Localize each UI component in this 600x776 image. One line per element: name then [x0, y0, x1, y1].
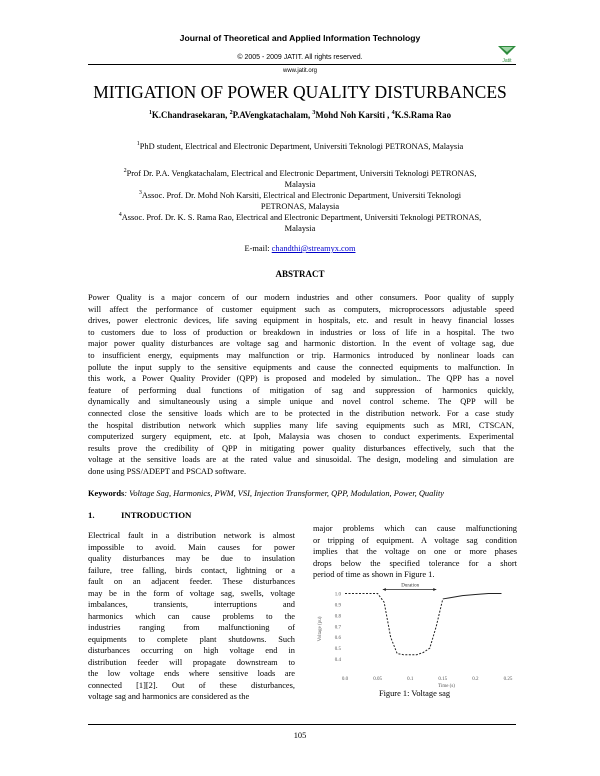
keywords-label: Keywords [88, 489, 125, 498]
intro-line: harmonics which can cause problems to the [88, 611, 295, 621]
y-tick-label: 0.9 [334, 603, 341, 609]
section-heading [88, 510, 191, 520]
intro-line: period of time as shown in Figure 1. [313, 570, 435, 579]
duration-annotation: Duration [401, 583, 420, 589]
figure-caption: Figure 1: Voltage sag [378, 689, 451, 698]
header-rule [88, 64, 516, 65]
abstract-line: results prove the credibility of QPP in mitigating power quality disturbances effectively, such that the [88, 443, 514, 453]
affiliation-line [0, 210, 600, 223]
abstract-line: feature of performing dual functions of mitigation of sag and suppression of harmonics quickly, [88, 385, 514, 395]
abstract-line: the hospital distribution network which supplies many life saving equipments such as MRI, CTSCAN, [88, 420, 514, 430]
duration-arrow-head-right [433, 588, 436, 591]
journal-website: www.jatit.org [282, 68, 317, 74]
intro-line: equipments to complete plant shutdowns. Such [88, 634, 295, 644]
series-line [443, 593, 502, 598]
intro-line: industries ranging from malfunctioning of [88, 623, 295, 632]
affiliation-sup: 1 [136, 141, 140, 147]
abstract-line: dynamically and simultaneously using a simple unique and novel control scheme. The QPP will be [88, 397, 514, 407]
email-line [0, 244, 600, 253]
intro-line: the low voltage ends where sensitive loads are [88, 669, 295, 678]
author-name: P.AVengkatachalam, [232, 110, 313, 120]
intro-line: impossible to avoid. Main causes for power [88, 542, 295, 552]
intro-line: failure, tree falling, birds contact, lightning or a [88, 565, 295, 575]
affiliation-2 [0, 166, 600, 190]
affiliation-text: Assoc. Prof. Dr. K. S. Rama Rao, Electrical and Electronic Department, Universiti Teknologi PETRONAS, [121, 212, 482, 222]
abstract-line: to customers due to loss of production or breakdown in industries or loss of life in a hospital. The two [88, 327, 514, 337]
y-tick-label: 0.7 [334, 625, 341, 631]
author-list [0, 110, 600, 120]
y-tick-label: 0.4 [334, 658, 341, 664]
duration-arrow-head-left [383, 588, 386, 591]
section-number: 1. [88, 510, 95, 520]
email-link[interactable]: chandthi@streamyx.com [271, 244, 356, 253]
y-axis-label: Voltage (pu) [318, 616, 323, 642]
footer-rule [88, 724, 516, 725]
affiliation-1 [0, 139, 600, 152]
y-tick-label: 1.0 [334, 592, 341, 598]
x-axis-label: Time (s) [438, 684, 455, 688]
affiliation-text: PhD student, Electrical and Electronic Department, Universiti Teknologi PETRONAS, Malaysia [139, 141, 464, 151]
affiliation-line: Malaysia [284, 223, 316, 233]
author-sup: 3 [312, 110, 316, 117]
affiliation-line: Malaysia [284, 179, 316, 189]
intro-line: may be in the form of voltage sag, swells, voltage [88, 588, 295, 598]
author-sup: 1 [148, 110, 152, 117]
author-sup: 2 [229, 110, 233, 117]
abstract-line: drives, power electronic devices, life saving equipment in hospitals, etc. and result in heavy financial losses [88, 316, 514, 326]
abstract-line: to insufficient energy, equipments may malfunction or trip. Harmonics introduced by nonlinear loads can [88, 350, 514, 360]
abstract-line: will affect the performance of customer equipment such as computers, microprocessors adjustable speed [88, 304, 514, 314]
y-tick-label: 0.5 [334, 647, 341, 653]
journal-title: Journal of Theoretical and Applied Information Technology [179, 33, 421, 43]
intro-line: connected [1][2]. Out of these disturbances, [88, 680, 295, 690]
intro-line: voltage sag and harmonics are considered as the [88, 692, 250, 701]
section-title: INTRODUCTION [121, 510, 192, 520]
logo-label: Jatit [502, 58, 512, 64]
affiliation-4 [0, 210, 600, 234]
intro-line: quality disturbances may be due to insulation [88, 554, 295, 563]
intro-right-column [313, 523, 517, 581]
abstract-line: voltage at the sensitive loads are at the rated value and sinusoidal. The design, modeling and simulation are [88, 455, 514, 465]
intro-left-column [88, 530, 295, 703]
intro-line: imbalances, transients, interruptions and [88, 600, 295, 609]
intro-line: disturbances occurring on high voltage end in [88, 646, 295, 655]
abstract-line: major power quality disturbances are voltage sag and harmonic distortion. In the event of voltage sag, due [88, 339, 514, 349]
abstract-line: done using PSS/ADEPT and PSCAD software. [88, 466, 247, 476]
author-sup: 4 [391, 110, 395, 117]
y-tick-label: 0.6 [334, 636, 341, 642]
y-tick-label: 0.8 [334, 614, 341, 620]
copyright-line: © 2005 - 2009 JATIT. All rights reserved. [237, 54, 363, 61]
x-tick-label: 0.2 [472, 677, 479, 682]
paper-title: MITIGATION OF POWER QUALITY DISTURBANCES [93, 82, 507, 102]
x-tick-label: 0.05 [373, 677, 382, 682]
x-tick-label: 0.25 [503, 677, 513, 682]
intro-line: drops below the specified tolerance for a short [313, 558, 517, 568]
abstract-body [88, 292, 514, 478]
abstract-line: pollute the input supply to the sensitive equipments and cause the connected equipments to malfunction. In [88, 362, 514, 372]
affiliation-line: PETRONAS, Malaysia [260, 201, 340, 211]
abstract-line: Power Quality is a major concern of our modern industries and other consumers. Poor quality of supply [88, 293, 514, 302]
author-name: K.Chandrasekaran, [151, 110, 230, 120]
affiliation-text: Assoc. Prof. Dr. Mohd Noh Karsiti, Electrical and Electronic Department, Universiti Teknologi [141, 190, 462, 200]
intro-line: Electrical fault in a distribution network is almost [88, 531, 295, 540]
page-number: 105 [293, 731, 307, 740]
affiliation-line [0, 139, 600, 152]
intro-line: implies that the voltage on one or more phases [313, 547, 517, 556]
affiliation-line [0, 188, 600, 201]
affiliation-sup: 3 [138, 190, 142, 196]
abstract-line: this work, a Power Quality Provider (QPP) is proposed and modeled by simulation.. The QPP has a novel [88, 374, 514, 384]
author-name: K.S.Rama Rao [394, 110, 452, 120]
abstract-line: connected close the sensitive loads which are to be protected in the distribution network. For a case study [88, 408, 514, 418]
author-name: Mohd Noh Karsiti , [315, 110, 392, 120]
figure-voltage-sag [313, 578, 516, 688]
affiliation-3 [0, 188, 600, 212]
affiliation-sup: 2 [123, 168, 127, 174]
intro-line: fault on an adjacent feeder. These disturbances [88, 577, 295, 586]
affiliation-line [0, 166, 600, 179]
keywords-value: : Voltage Sag, Harmonics, PWM, VSI, Injection Transformer, QPP, Modulation, Power, Quality [124, 489, 444, 498]
abstract-line: computerized surgery equipment, etc. at Ipoh, Malaysia was chosen to conduct experiments. Experimental [88, 432, 514, 442]
intro-line: major problems which can cause malfunctioning [313, 524, 517, 533]
x-tick-label: 0.0 [341, 677, 349, 682]
intro-line: distribution feeder will propagate downstream to [88, 657, 295, 667]
intro-line: or tripping of equipment. A voltage sag condition [313, 535, 517, 545]
affiliation-text: Prof Dr. P.A. Vengkatachalam, Electrical and Electronic Department, Universiti Teknologi PETRONAS, [126, 168, 477, 178]
affiliation-sup: 4 [118, 212, 122, 218]
series-line [345, 593, 443, 654]
abstract-heading: ABSTRACT [275, 269, 325, 279]
x-tick-label: 0.15 [438, 677, 448, 682]
email-label: E-mail: [244, 244, 272, 253]
x-tick-label: 0.1 [407, 677, 414, 682]
keywords-line [88, 489, 514, 498]
